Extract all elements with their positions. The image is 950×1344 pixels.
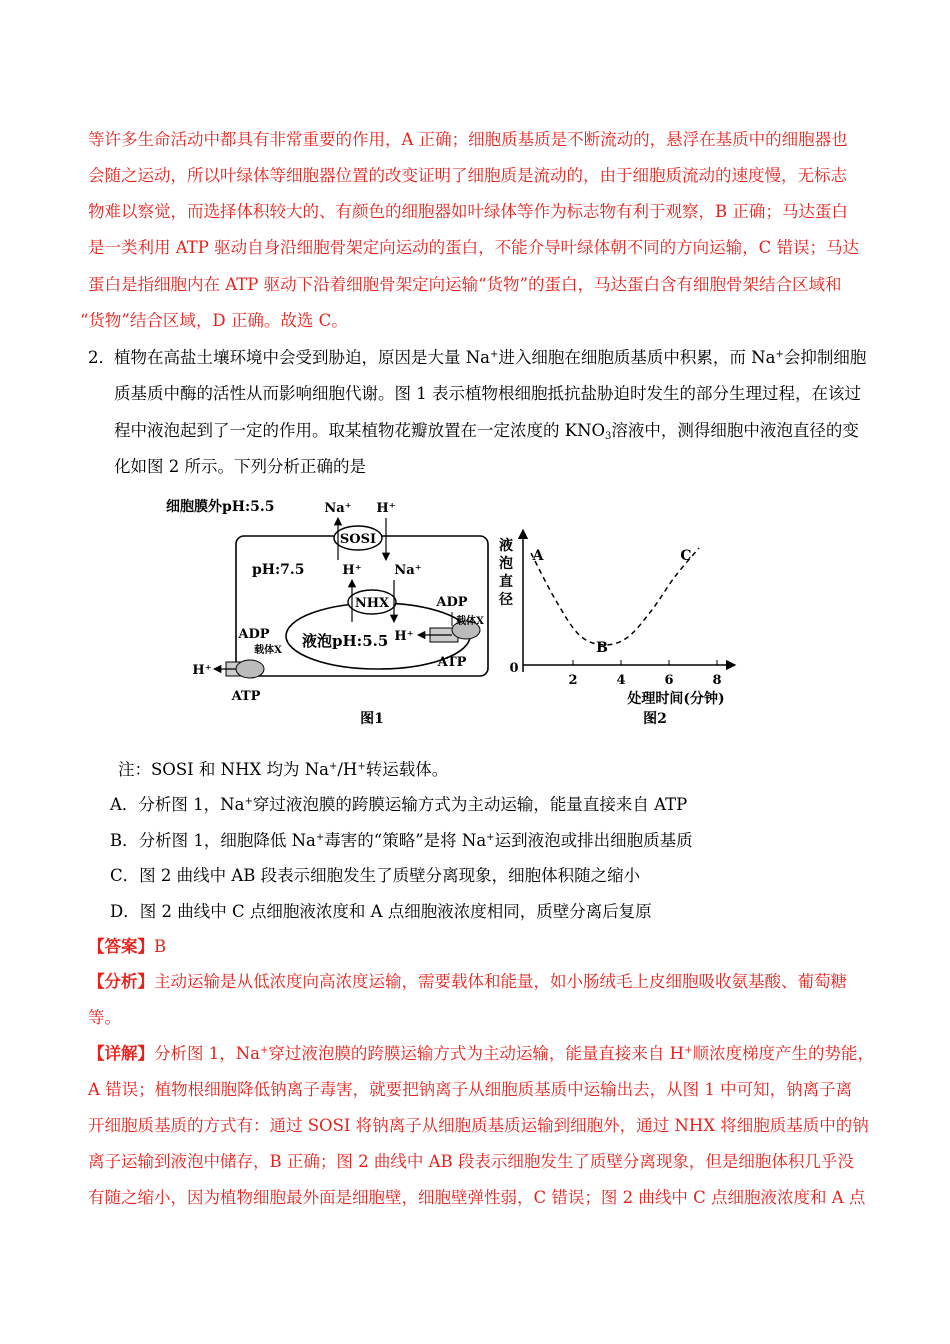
- question-line: 化如图 2 所示。下列分析正确的是: [114, 457, 366, 476]
- y-axis-label-char: 径: [499, 592, 513, 608]
- analysis-line: 等。: [88, 1008, 121, 1027]
- x-tick-label: 2: [568, 673, 578, 688]
- nhx-h-label: H⁺: [342, 563, 362, 578]
- point-a-label: A: [532, 548, 544, 564]
- analysis-label: 【分析】: [88, 972, 154, 991]
- intro-line: “货物”结合区域，D 正确。故选 C。: [80, 311, 348, 330]
- option-b: B．分析图 1，细胞降低 Na+毒害的“策略”是将 Na+运到液泡或排出细胞质基质: [110, 831, 693, 850]
- x-axis-label: 处理时间(分钟): [627, 691, 725, 707]
- x-tick-label: 6: [664, 673, 674, 688]
- question-number: 2．: [88, 348, 115, 367]
- detail-line: 【详解】分析图 1，Na+穿过液泡膜的跨膜运输方式为主动运输，能量直接来自 H+顺浓度梯度产生的势能，: [88, 1044, 874, 1063]
- mem-atp-label: ATP: [231, 689, 261, 704]
- question-line: 植物在高盐土壤环境中会受到胁迫，原因是大量 Na+进入细胞在细胞质基质中积累，而 Na+会抑制细胞: [114, 348, 867, 367]
- mem-carrier-x: [236, 660, 264, 678]
- vacuole-ph-label: 液泡pH:5.5: [302, 632, 389, 650]
- sosi-h-label: H⁺: [376, 501, 396, 516]
- sosi-label: SOSI: [339, 532, 377, 547]
- answer-line: [88, 935, 166, 959]
- y-axis-label-char: 液: [499, 538, 513, 554]
- intro-line: 是一类利用 ATP 驱动自身沿细胞骨架定向运动的蛋白，不能介导叶绿体朝不同的方向运输，C 错误；马达: [88, 238, 859, 257]
- mem-carrier-label: 载体X: [254, 645, 282, 656]
- intro-line: 会随之运动，所以叶绿体等细胞器位置的改变证明了细胞质是流动的，由于细胞质流动的速度慢，无标志: [88, 166, 847, 185]
- answer-value: B: [154, 937, 167, 956]
- detail-line: 有随之缩小，因为植物细胞最外面是细胞壁，细胞壁弹性弱，C 错误；图 2 曲线中 C 点细胞液浓度和 A 点: [88, 1188, 866, 1207]
- intro-line: 等许多生命活动中都具有非常重要的作用，A 正确；细胞质基质是不断流动的，悬浮在基质中的细胞器也: [88, 130, 848, 149]
- figure-1: [166, 498, 488, 727]
- figure-note: 注：SOSI 和 NHX 均为 Na+/H+转运载体。: [118, 760, 449, 779]
- point-b-label: B: [596, 640, 608, 656]
- detail-line: A 错误；植物根细胞降低钠离子毒害，就要把钠离子从细胞质基质中运输出去，从图 1 中可知，钠离子离: [88, 1080, 853, 1099]
- origin-label: 0: [509, 661, 519, 676]
- answer-label: 【答案】: [88, 937, 154, 956]
- intro-line: 蛋白是指细胞内在 ATP 驱动下沿着细胞骨架定向运输“货物”的蛋白，马达蛋白含有细胞骨架结合区域和: [88, 275, 842, 294]
- point-c-label: C: [680, 548, 692, 564]
- option-a: A．分析图 1，Na+穿过液泡膜的跨膜运输方式为主动运输，能量直接来自 ATP: [110, 795, 688, 814]
- figure-2: [498, 530, 735, 727]
- question-line: 程中液泡起到了一定的作用。取某植物花瓣放置在一定浓度的 $KNO_3$溶液中，测得细胞中液泡直径的变: [114, 421, 859, 442]
- x-tick-label: 4: [616, 673, 626, 688]
- figure-panel: [0, 490, 950, 750]
- vac-atp-label: ATP: [437, 655, 467, 670]
- option-d: D．图 2 曲线中 C 点细胞液浓度和 A 点细胞液浓度相同，质壁分离后复原: [110, 902, 652, 921]
- vac-carrier-label: 载体X: [456, 616, 484, 627]
- intro-line: 物难以察觉，而选择体积较大的、有颜色的细胞器如叶绿体等作为标志物有利于观察，B 正确；马达蛋白: [88, 202, 848, 221]
- analysis-line: 【分析】主动运输是从低浓度向高浓度运输，需要载体和能量，如小肠绒毛上皮细胞吸收氨基酸、葡萄糖: [88, 972, 847, 991]
- detail-label: 【详解】: [88, 1044, 154, 1063]
- vacuole-diameter-curve: [531, 548, 699, 645]
- sosi-na-label: Na⁺: [324, 501, 352, 516]
- y-axis-label-char: 直: [499, 574, 513, 590]
- figure-2-caption: 图2: [643, 711, 667, 727]
- nhx-na-label: Na⁺: [394, 563, 422, 578]
- option-c: C．图 2 曲线中 AB 段表示细胞发生了质壁分离现象，细胞体积随之缩小: [110, 866, 641, 885]
- x-tick-label: 8: [712, 673, 722, 688]
- mem-h-label: H⁺: [192, 663, 212, 678]
- detail-line: 开细胞质基质的方式有：通过 SOSI 将钠离子从细胞质基质运输到细胞外，通过 NHX 将细胞质基质中的钠: [88, 1116, 869, 1135]
- figure-1-caption: 图1: [360, 711, 384, 727]
- outside-ph-label: 细胞膜外pH:5.5: [166, 499, 275, 515]
- vac-adp-label: ADP: [436, 595, 468, 610]
- nhx-label: NHX: [354, 596, 390, 611]
- y-axis-label-char: 泡: [499, 556, 513, 572]
- cytoplasm-ph-label: pH:7.5: [252, 562, 305, 578]
- mem-adp-label: ADP: [238, 627, 270, 642]
- detail-line: 离子运输到液泡中储存，B 正确；图 2 曲线中 AB 段表示细胞发生了质壁分离现象，但是细胞体积几乎没: [88, 1152, 854, 1171]
- question-line: 质基质中酶的活性从而影响细胞代谢。图 1 表示植物根细胞抵抗盐胁迫时发生的部分生理过程，在该过: [114, 384, 861, 403]
- vac-h-label: H⁺: [394, 629, 414, 644]
